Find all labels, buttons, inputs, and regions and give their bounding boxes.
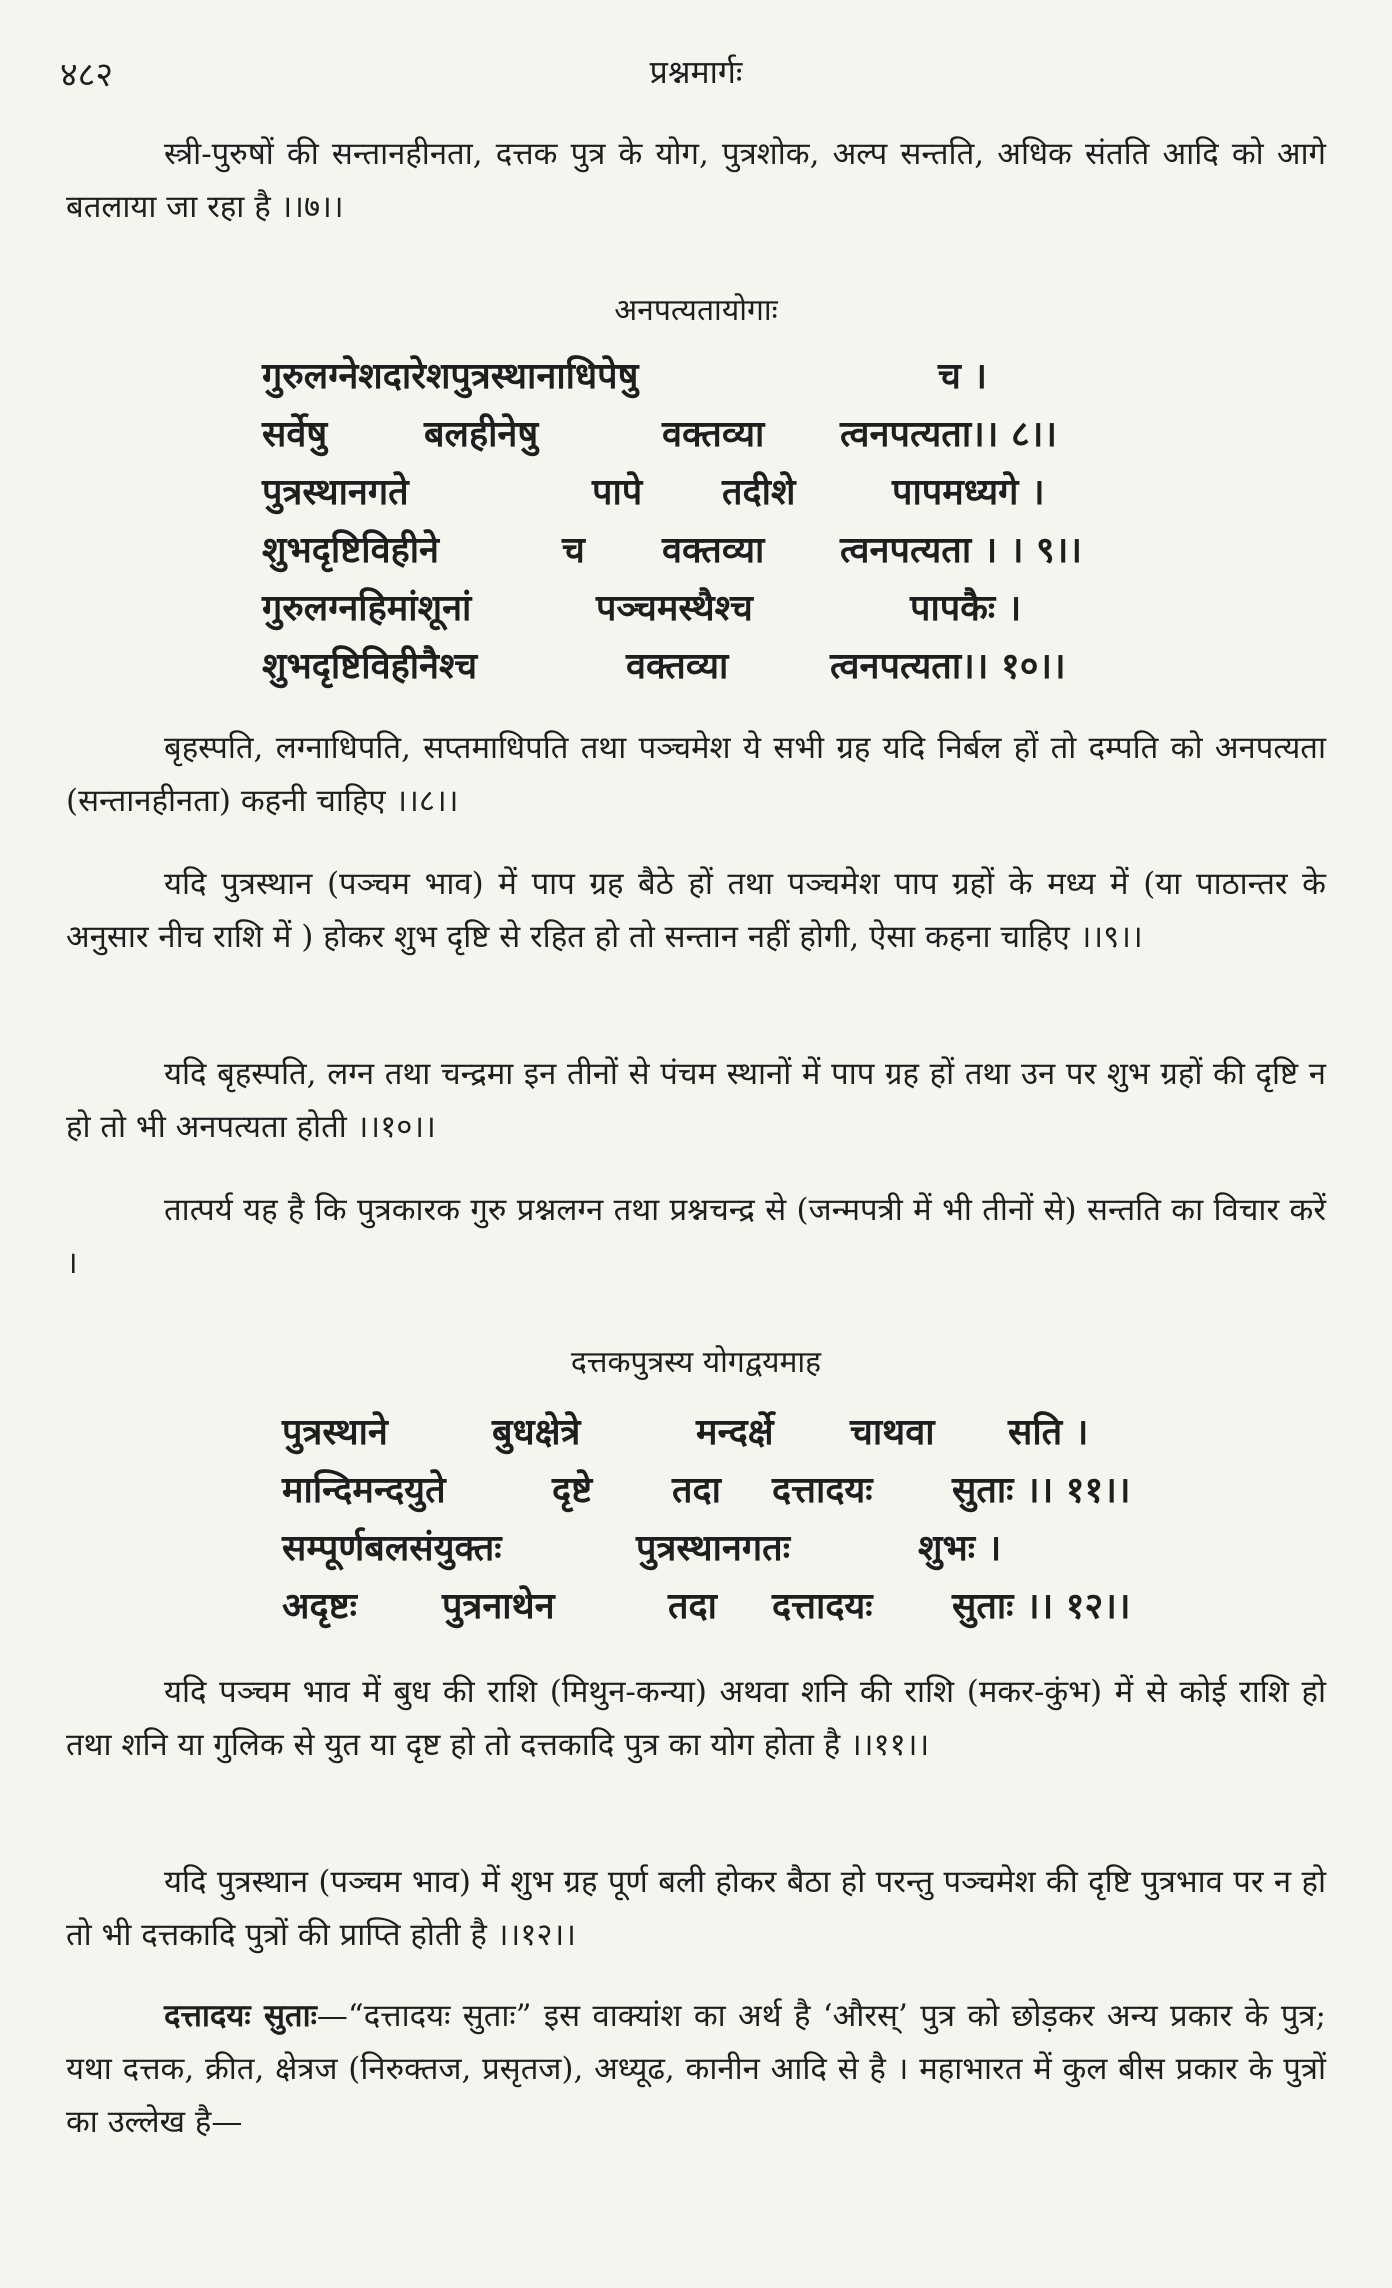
verse-word: सुताः ।। १२।। (952, 1585, 1131, 1627)
verse-word: मन्दर्क्षे (696, 1411, 774, 1453)
verse-word: पुत्रस्थाने (282, 1411, 388, 1453)
verse-word: बलहीनेषु (424, 413, 539, 455)
verse-word: तदीशे (722, 471, 796, 513)
defined-term: दत्तादयः सुताः (164, 1998, 317, 2034)
page-header (60, 42, 1332, 102)
definition-text: —“दत्तादयः सुताः” इस वाक्यांश का अर्थ है ‘औरस्’ पुत्र को छोड़कर अन्य प्रकार के पुत्र; यथा दत्तक, क्रीत, क्षेत्रज (निरुक्तज, प्रसृतज), अध्यूढ, कानीन आदि से है । महाभारत में कुल बीस प्रकार के पुत्रों का उल्लेख है— (66, 1998, 1326, 2140)
verse-word: दत्तादयः (772, 1585, 873, 1627)
running-title: प्रश्नमार्गः (649, 53, 743, 91)
commentary-paragraph-datta (66, 1990, 1326, 2149)
commentary-paragraph-10: यदि बृहस्पति, लग्न तथा चन्द्रमा इन तीनों से पंचम स्थानों में पाप ग्रह हों तथा उन पर शुभ ग्रहों की दृष्टि न हो तो भी अनपत्यता होती ।।१०।। (66, 1056, 1326, 1145)
verse-word: सुताः ।। ११।। (952, 1469, 1131, 1511)
commentary-paragraph-11: यदि पञ्चम भाव में बुध की राशि (मिथुन-कन्या) अथवा शनि की राशि (मकर-कुंभ) में से कोई राशि हो तथा शनि या गुलिक से युत या दृष्ट हो तो दत्तकादि पुत्र का योग होता है ।।११।। (66, 1674, 1326, 1763)
verse-word: दृष्टे (552, 1469, 593, 1511)
verse-word: वक्तव्या (662, 413, 765, 455)
section-title-anapatyata: अनपत्यतायोगाः (614, 293, 778, 328)
commentary-note-paragraph: तात्पर्य यह है कि पुत्रकारक गुरु प्रश्नलग्न तथा प्रश्नचन्द्र से (जन्मपत्री में भी तीनों से) सन्तति का विचार करें । (66, 1192, 1326, 1281)
verse-word: तदा (672, 1469, 721, 1511)
verse-word: शुभः । (918, 1527, 1002, 1569)
verse-word: तदा (668, 1585, 717, 1627)
verse-word: पुत्रनाथेन (442, 1585, 555, 1627)
verse-word: दत्तादयः (772, 1469, 873, 1511)
verse-word: त्वनपत्यता । । ९।। (840, 529, 1083, 571)
section-title-dattaka: दत्तकपुत्रस्य योगद्वयमाह (570, 1345, 822, 1380)
verse-word: अदृष्टः (282, 1585, 357, 1627)
verse-word: सर्वेषु (262, 413, 328, 455)
verse-word: पापे (592, 471, 643, 513)
verse-word: गुरुलग्नहिमांशूनां (262, 587, 472, 629)
verse-word: पुत्रस्थानगते (262, 471, 409, 513)
commentary-paragraph-12: यदि पुत्रस्थान (पञ्चम भाव) में शुभ ग्रह पूर्ण बली होकर बैठा हो परन्तु पञ्चमेश की दृष्टि पुत्रभाव पर न हो तो भी दत्तकादि पुत्रों की प्राप्ति होती है ।।१२।। (66, 1864, 1326, 1953)
verse-word: त्वनपत्यता।। १०।। (830, 645, 1066, 687)
verse-word: त्वनपत्यता।। ८।। (840, 413, 1057, 455)
verse-word: सति । (1008, 1411, 1089, 1453)
verse-word: सम्पूर्णबलसंयुक्तः (282, 1527, 502, 1569)
verse-word: गुरुलग्नेशदारेशपुत्रस्थानाधिपेषु (262, 355, 639, 397)
verse-word: वक्तव्या (626, 645, 729, 687)
verse-word: च (562, 529, 585, 571)
verse-word: चाथवा (850, 1411, 935, 1453)
verse-word: वक्तव्या (662, 529, 765, 571)
intro-paragraph: स्त्री-पुरुषों की सन्तानहीनता, दत्तक पुत्र के योग, पुत्रशोक, अल्प सन्तति, अधिक संतति आदि को आगे बतलाया जा रहा है ।।७।। (66, 136, 1326, 225)
verse-word: च । (938, 355, 988, 397)
verse-word: शुभदृष्टिविहीनैश्च (262, 645, 478, 687)
commentary-paragraph-8: बृहस्पति, लग्नाधिपति, सप्तमाधिपति तथा पञ्चमेश ये सभी ग्रह यदि निर्बल हों तो दम्पति को अनपत्यता (सन्तानहीनता) कहनी चाहिए ।।८।। (66, 730, 1326, 819)
page-number: ४८२ (60, 55, 114, 95)
verse-word: पञ्चमस्थैश्च (596, 587, 753, 629)
verse-word: शुभदृष्टिविहीने (262, 529, 440, 571)
verse-word: पापमध्यगे । (892, 471, 1045, 513)
commentary-paragraph-9: यदि पुत्रस्थान (पञ्चम भाव) में पाप ग्रह बैठे हों तथा पञ्चमेश पाप ग्रहों के मध्य में (या पाठान्तर के अनुसार नीच राशि में ) होकर शुभ दृष्टि से रहित हो तो सन्तान नहीं होगी, ऐसा कहना चाहिए ।।९।। (66, 866, 1326, 955)
verse-word: पापकैः । (910, 587, 1022, 629)
verse-word: पुत्रस्थानगतः (636, 1527, 790, 1569)
verse-word: बुधक्षेत्रे (492, 1411, 581, 1453)
verse-word: मान्दिमन्दयुते (282, 1469, 446, 1511)
